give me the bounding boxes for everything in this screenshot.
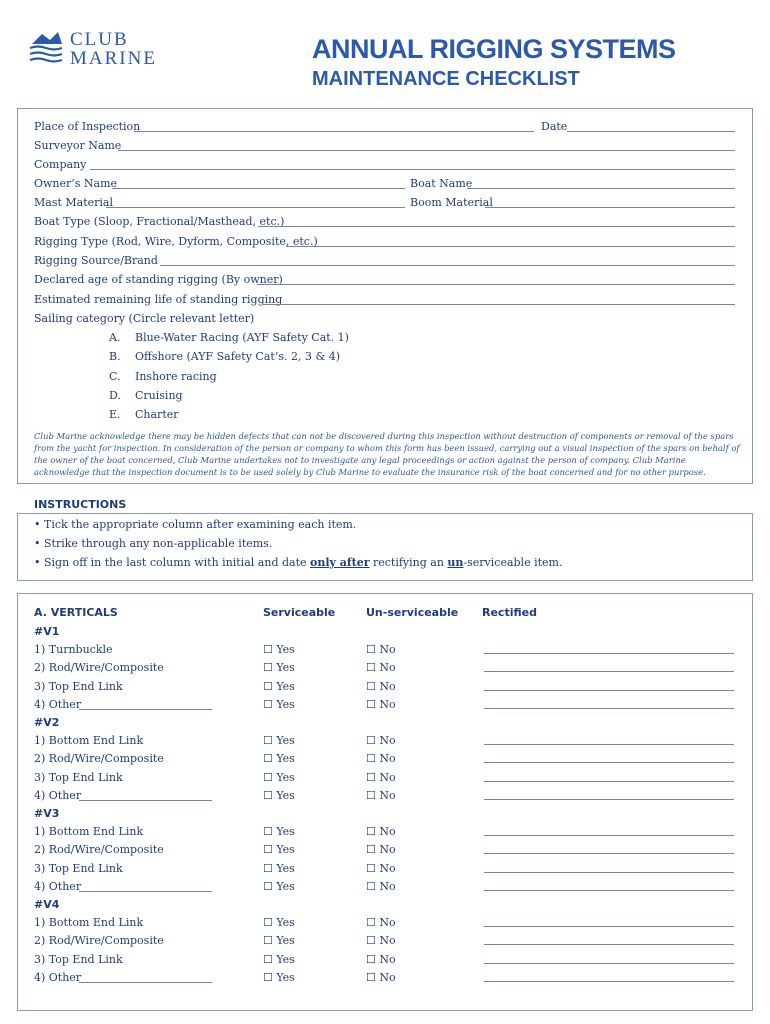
yes-checkbox[interactable]: ☐ Yes [263,679,295,693]
rigging-type-label: Rigging Type (Rod, Wire, Dyform, Composite, etc.) [34,235,318,248]
boat-name-field[interactable] [467,188,735,189]
item-label: 2) Rod/Wire/Composite [34,752,164,766]
yes-checkbox[interactable]: ☐ Yes [263,934,295,948]
item-label: 2) Rod/Wire/Composite [34,934,164,948]
owner-field[interactable] [112,188,405,189]
surveyor-label: Surveyor Name [34,139,122,152]
boat-type-field[interactable] [258,226,735,227]
company-label: Company [34,158,87,171]
declared-age-field[interactable] [257,284,735,285]
item-label: 3) Top End Link [34,952,123,966]
owner-label: Owner’s Name [34,177,118,190]
no-checkbox[interactable]: ☐ No [366,661,396,675]
category-d: Cruising [135,389,183,402]
category-b: Offshore (AYF Safety Cat’s. 2, 3 & 4) [135,350,341,363]
item-label: 2) Rod/Wire/Composite [34,843,164,857]
yes-checkbox[interactable]: ☐ Yes [263,843,295,857]
rectified-field[interactable] [484,872,734,873]
remaining-life-label: Estimated remaining life of standing rigging [34,293,283,306]
other-field[interactable] [79,982,212,983]
document-subtitle: MAINTENANCE CHECKLIST [312,68,580,90]
boom-field[interactable] [485,207,735,208]
rectified-field[interactable] [484,744,734,745]
no-checkbox[interactable]: ☐ No [366,843,396,857]
rigging-source-label: Rigging Source/Brand [34,254,158,267]
yes-checkbox[interactable]: ☐ Yes [263,861,295,875]
yes-checkbox[interactable]: ☐ Yes [263,770,295,784]
yes-checkbox[interactable]: ☐ Yes [263,916,295,930]
group-label: #V4 [34,898,60,911]
rectified-field[interactable] [484,671,734,672]
yes-checkbox[interactable]: ☐ Yes [263,752,295,766]
rectified-field[interactable] [484,963,734,964]
rectified-field[interactable] [484,653,734,654]
category-letter-b[interactable]: B. [109,350,121,363]
disclaimer-text: Club Marine acknowledge there may be hidden defects that can not be discovered during this inspection without destruction of components or removal of the spars from the yacht for inspection. In consideration of the person or company to whom this form has been issued, carrying out a visual inspection of the spars on behalf of the owner of the boat concerned, Club Marine undertakes not to investigate any legal proceedings or action against the person of company. Club Marine acknowledge that the inspection document is to be used solely by Club Marine to evaluate the insurance risk of the boat concerned and for no other purpose. [34,431,740,477]
col-unserviceable: Un-serviceable [366,606,459,619]
yes-checkbox[interactable]: ☐ Yes [263,952,295,966]
rectified-field[interactable] [484,853,734,854]
item-label: 1) Bottom End Link [34,734,144,748]
remaining-life-field[interactable] [262,304,735,305]
no-checkbox[interactable]: ☐ No [366,825,396,839]
no-checkbox[interactable]: ☐ No [366,734,396,748]
no-checkbox[interactable]: ☐ No [366,916,396,930]
category-a: Blue-Water Racing (AYF Safety Cat. 1) [135,331,349,344]
yes-checkbox[interactable]: ☐ Yes [263,970,295,984]
rectified-field[interactable] [484,799,734,800]
place-label: Place of Inspection [34,120,141,133]
boat-type-label: Boat Type (Sloop, Fractional/Masthead, etc.) [34,215,285,228]
rigging-source-field[interactable] [160,265,735,266]
company-field[interactable] [90,169,735,170]
rectified-field[interactable] [484,762,734,763]
no-checkbox[interactable]: ☐ No [366,879,396,893]
col-rectified: Rectified [482,606,537,619]
mast-label: Mast Material [34,196,113,209]
category-letter-e[interactable]: E. [109,408,121,421]
boat-name-label: Boat Name [410,177,473,190]
date-label: Date [541,120,568,133]
rectified-field[interactable] [484,835,734,836]
category-e: Charter [135,408,179,421]
sailing-category-label: Sailing category (Circle relevant letter) [34,312,255,325]
other-field[interactable] [79,709,212,710]
no-checkbox[interactable]: ☐ No [366,861,396,875]
category-letter-a[interactable]: A. [109,331,121,344]
yes-checkbox[interactable]: ☐ Yes [263,825,295,839]
no-checkbox[interactable]: ☐ No [366,934,396,948]
rectified-field[interactable] [484,690,734,691]
item-label: 4) Other [34,788,82,802]
yes-checkbox[interactable]: ☐ Yes [263,734,295,748]
category-c: Inshore racing [135,370,217,383]
other-field[interactable] [79,891,212,892]
group-label: #V1 [34,625,60,638]
section-title: A. VERTICALS [34,606,118,619]
no-checkbox[interactable]: ☐ No [366,970,396,984]
group-label: #V2 [34,716,60,729]
yes-checkbox[interactable]: ☐ Yes [263,788,295,802]
item-label: 1) Bottom End Link [34,916,144,930]
no-checkbox[interactable]: ☐ No [366,697,396,711]
yes-checkbox[interactable]: ☐ Yes [263,643,295,657]
rectified-field[interactable] [484,944,734,945]
instruction-3: • Sign off in the last column with initial and date only after rectifying an un-serviceable item. [34,556,563,569]
rectified-field[interactable] [484,926,734,927]
rigging-type-field[interactable] [286,246,735,247]
group-label: #V3 [34,807,60,820]
item-label: 1) Bottom End Link [34,825,144,839]
item-label: 4) Other [34,697,82,711]
declared-age-label: Declared age of standing rigging (By owner) [34,273,283,286]
boat-logo-icon [28,30,64,68]
surveyor-field[interactable] [118,150,735,151]
no-checkbox[interactable]: ☐ No [366,788,396,802]
yes-checkbox[interactable]: ☐ Yes [263,879,295,893]
date-field[interactable] [567,131,735,132]
document-title: ANNUAL RIGGING SYSTEMS [312,34,676,64]
item-label: 1) Turnbuckle [34,643,113,657]
rectified-field[interactable] [484,708,734,709]
item-label: 4) Other [34,970,82,984]
item-label: 3) Top End Link [34,770,123,784]
instruction-1: • Tick the appropriate column after examining each item. [34,518,357,531]
no-checkbox[interactable]: ☐ No [366,752,396,766]
col-serviceable: Serviceable [263,606,336,619]
rectified-field[interactable] [484,981,734,982]
mast-field[interactable] [106,207,405,208]
item-label: 3) Top End Link [34,861,123,875]
item-label: 2) Rod/Wire/Composite [34,661,164,675]
instructions-heading: INSTRUCTIONS [34,498,127,511]
no-checkbox[interactable]: ☐ No [366,679,396,693]
other-field[interactable] [79,800,212,801]
rectified-field[interactable] [484,890,734,891]
category-letter-c[interactable]: C. [109,370,121,383]
item-label: 3) Top End Link [34,679,123,693]
yes-checkbox[interactable]: ☐ Yes [263,697,295,711]
instruction-2: • Strike through any non-applicable items. [34,537,273,550]
no-checkbox[interactable]: ☐ No [366,952,396,966]
logo-text: CLUB MARINE [70,29,157,69]
place-field[interactable] [134,131,534,132]
boom-label: Boom Material [410,196,493,209]
rectified-field[interactable] [484,781,734,782]
no-checkbox[interactable]: ☐ No [366,643,396,657]
club-marine-logo [28,28,168,72]
yes-checkbox[interactable]: ☐ Yes [263,661,295,675]
no-checkbox[interactable]: ☐ No [366,770,396,784]
item-label: 4) Other [34,879,82,893]
category-letter-d[interactable]: D. [109,389,121,402]
